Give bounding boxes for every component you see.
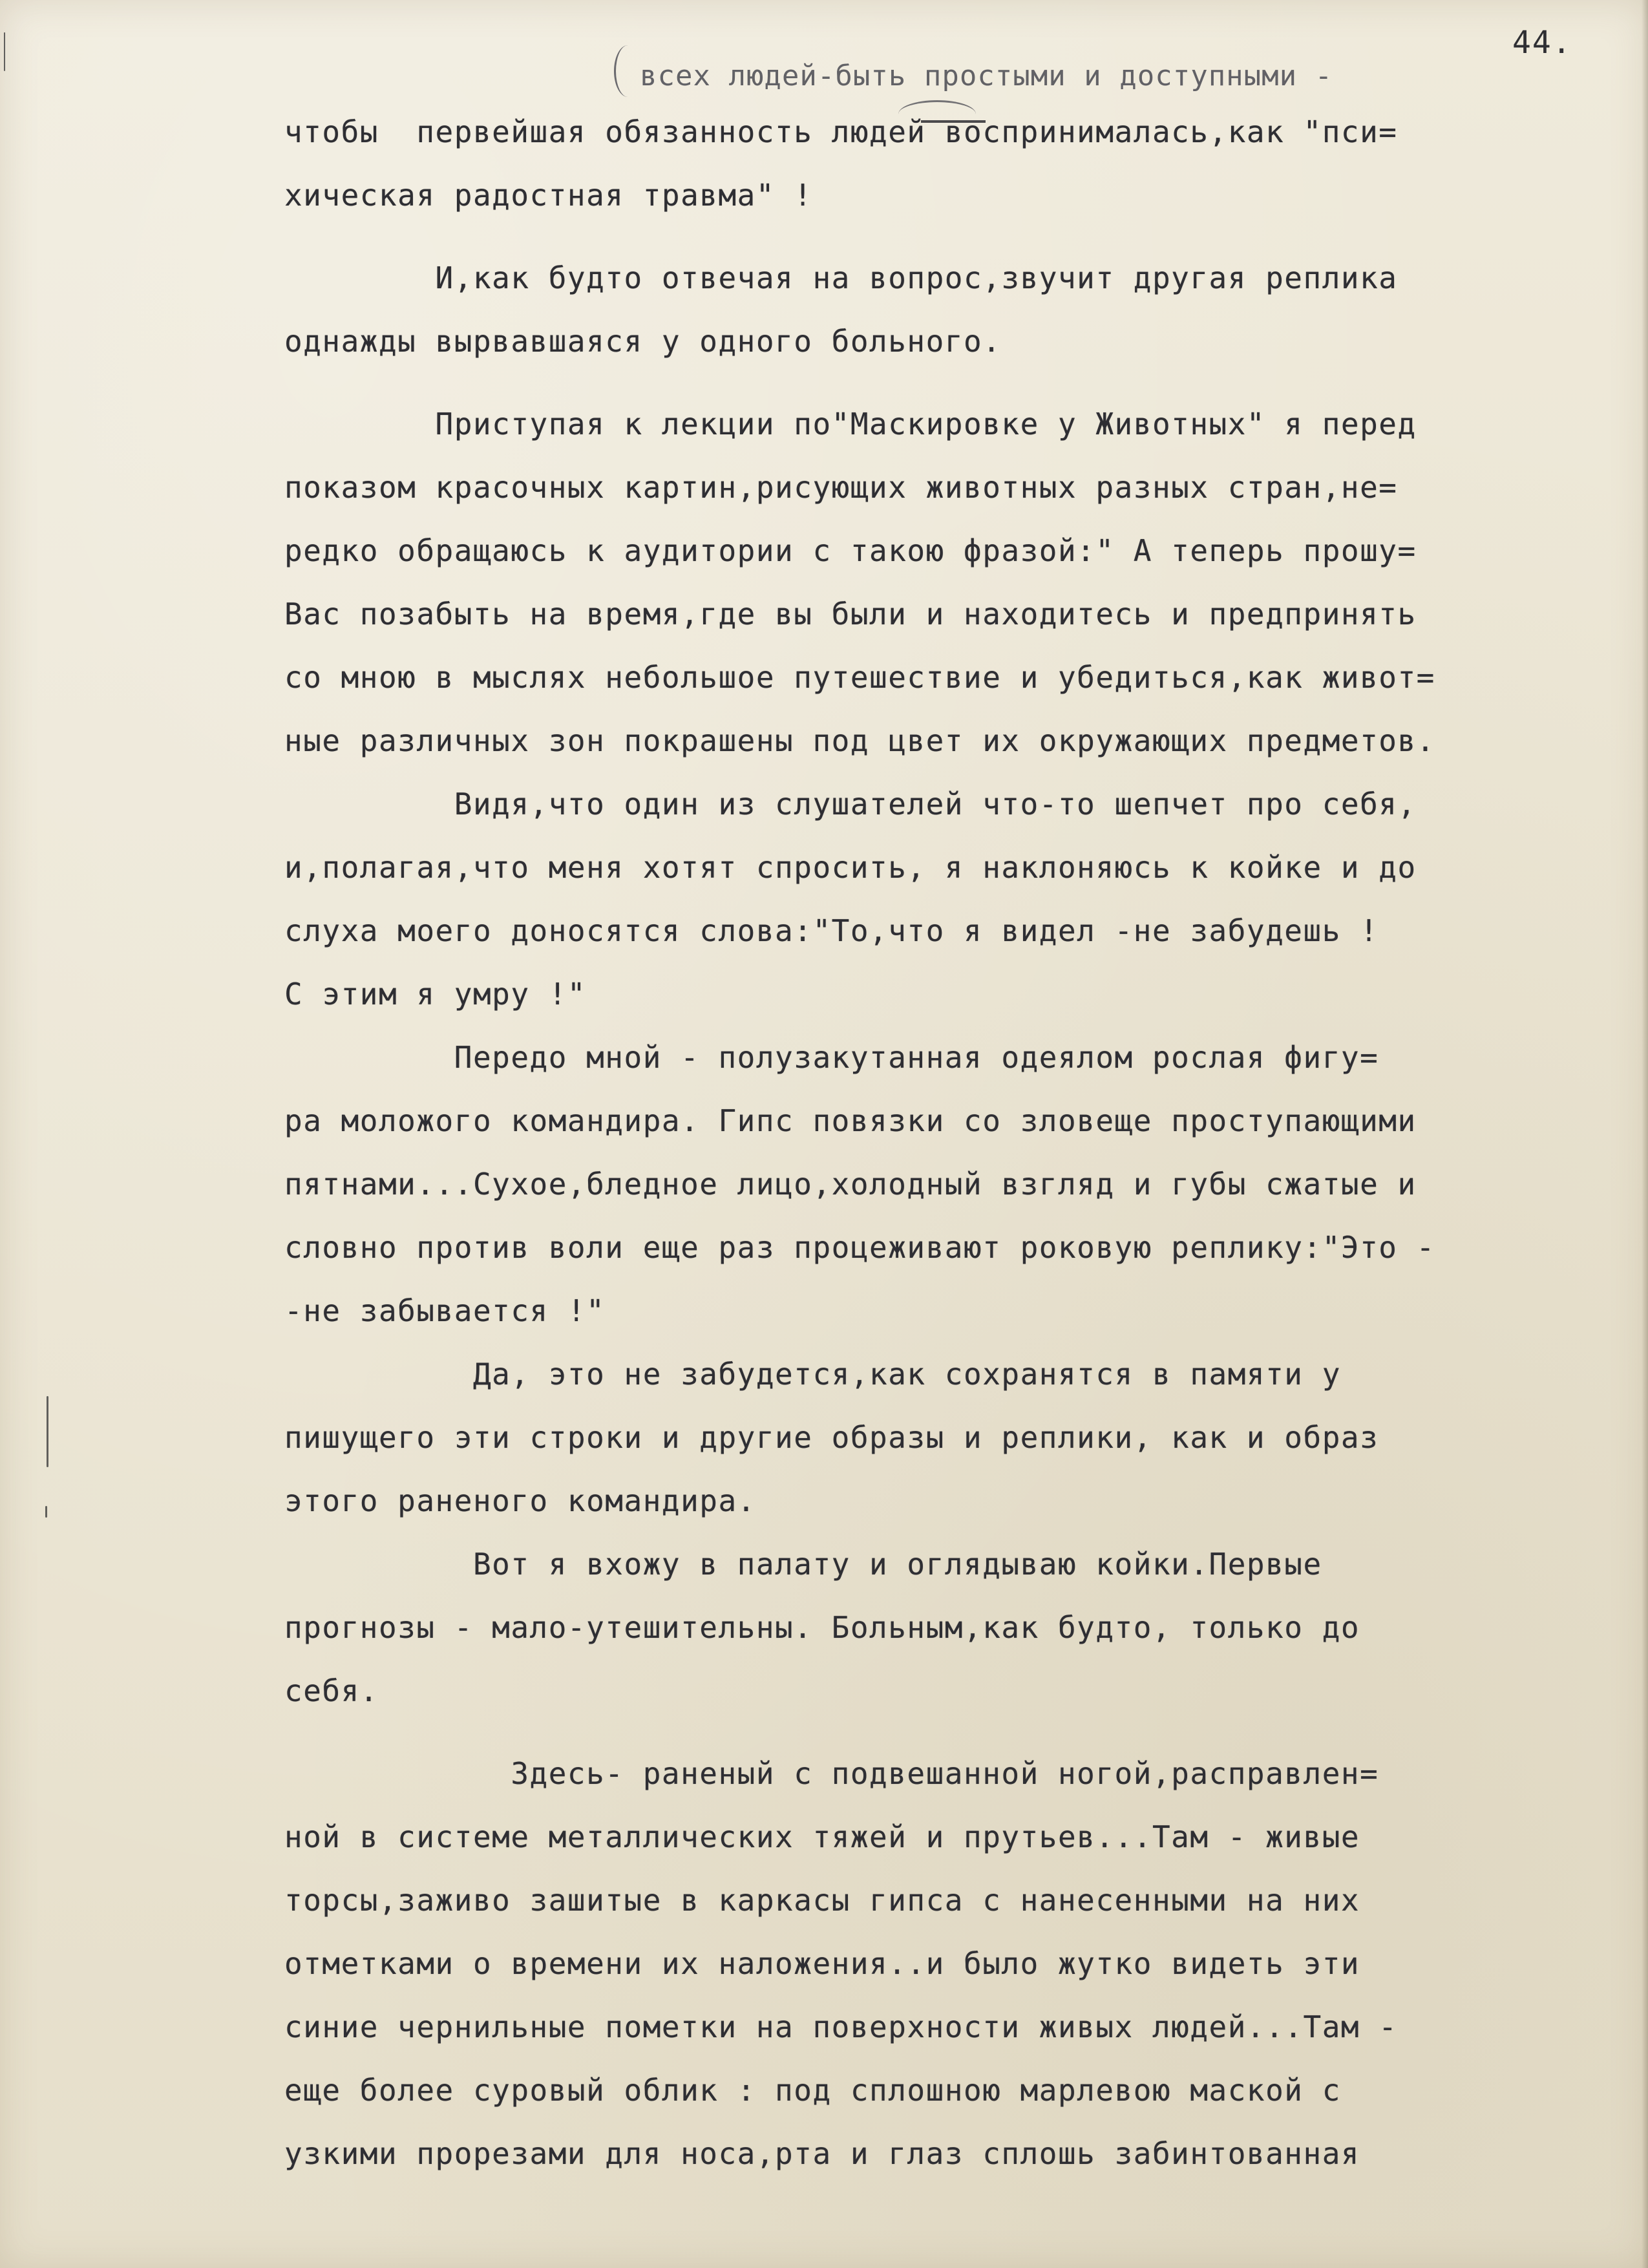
page-number: 44. bbox=[1512, 25, 1572, 61]
text-line: узкими прорезами для носа,рта и глаз сплошь забинтованная bbox=[284, 2136, 1360, 2171]
text-line: Видя,что один из слушателей что-то шепчет про себя, bbox=[284, 787, 1417, 821]
text-line: ной в системе металлических тяжей и прутьев...Там - живые bbox=[284, 1819, 1360, 1854]
text-line: Вот я вхожу в палату и оглядываю койки.Первые bbox=[284, 1547, 1322, 1582]
handwritten-insert: всех людей-быть простыми и доступными - bbox=[640, 59, 1333, 92]
text-line: и,полагая,что меня хотят спросить, я наклоняюсь к койке и до bbox=[284, 850, 1417, 885]
text-line: себя. bbox=[284, 1673, 379, 1708]
text-line: С этим я умру !" bbox=[284, 977, 587, 1012]
text-line: еще более суровый облик : под сплошною марлевою маской с bbox=[284, 2073, 1341, 2108]
text-line: со мною в мыслях небольшое путешествие и убедиться,как живот= bbox=[284, 660, 1435, 695]
text-line: отметками о времени их наложения..и было жутко видеть эти bbox=[284, 1946, 1360, 1981]
text-line: чтобы первейшая обязанность людей воспринималась,как "пси= bbox=[284, 114, 1398, 149]
paper-edge-shadow bbox=[1642, 0, 1648, 2268]
margin-pencil-tick bbox=[45, 1506, 47, 1518]
body-text bbox=[284, 100, 1616, 2185]
text-line: хическая радостная травма" ! bbox=[284, 178, 813, 213]
text-line: ра моложого командира. Гипс повязки со зловеще проступающими bbox=[284, 1103, 1417, 1138]
text-line: Приступая к лекции по"Маскировке у Животных" я перед bbox=[284, 407, 1417, 441]
text-line: Да, это не забудется,как сохранятся в памяти у bbox=[284, 1357, 1341, 1392]
margin-pencil-mark bbox=[47, 1396, 48, 1467]
text-line: Здесь- раненый с подвешанной ногой,расправлен= bbox=[284, 1756, 1379, 1791]
text-line: словно против воли еще раз процеживают роковую реплику:"Это - bbox=[284, 1230, 1435, 1265]
text-line: слуха моего доносятся слова:"То,что я видел -не забудешь ! bbox=[284, 913, 1379, 948]
text-line: И,как будто отвечая на вопрос,звучит другая реплика bbox=[284, 260, 1398, 295]
text-line: однажды вырвавшаяся у одного больного. bbox=[284, 324, 1002, 359]
text-line: редко обращаюсь к аудитории с такою фразой:" А теперь прошу= bbox=[284, 533, 1417, 568]
text-line: синие чернильные пометки на поверхности живых людей...Там - bbox=[284, 2009, 1398, 2044]
text-line: пятнами...Сухое,бледное лицо,холодный взгляд и губы сжатые и bbox=[284, 1167, 1417, 1202]
text-line: Передо мной - полузакутанная одеялом рослая фигу= bbox=[284, 1040, 1379, 1075]
paragraph-gap bbox=[284, 1722, 1616, 1742]
insert-bracket bbox=[614, 45, 642, 97]
text-line: -не забывается !" bbox=[284, 1293, 606, 1328]
text-line: этого раненого командира. bbox=[284, 1483, 756, 1518]
text-line: показом красочных картин,рисующих животных разных стран,не= bbox=[284, 470, 1398, 505]
text-line: торсы,заживо зашитые в каркасы гипса с нанесенными на них bbox=[284, 1883, 1360, 1918]
text-line: ные различных зон покрашены под цвет их окружающих предметов. bbox=[284, 723, 1435, 758]
text-line: прогнозы - мало-утешительны. Больным,как будто, только до bbox=[284, 1610, 1360, 1645]
left-edge-tick bbox=[4, 32, 5, 71]
text-line: пишущего эти строки и другие образы и реплики, как и образ bbox=[284, 1420, 1379, 1455]
text-line: Вас позабыть на время,где вы были и находитесь и предпринять bbox=[284, 597, 1417, 631]
paragraph-gap bbox=[284, 227, 1616, 246]
paragraph-gap bbox=[284, 373, 1616, 392]
